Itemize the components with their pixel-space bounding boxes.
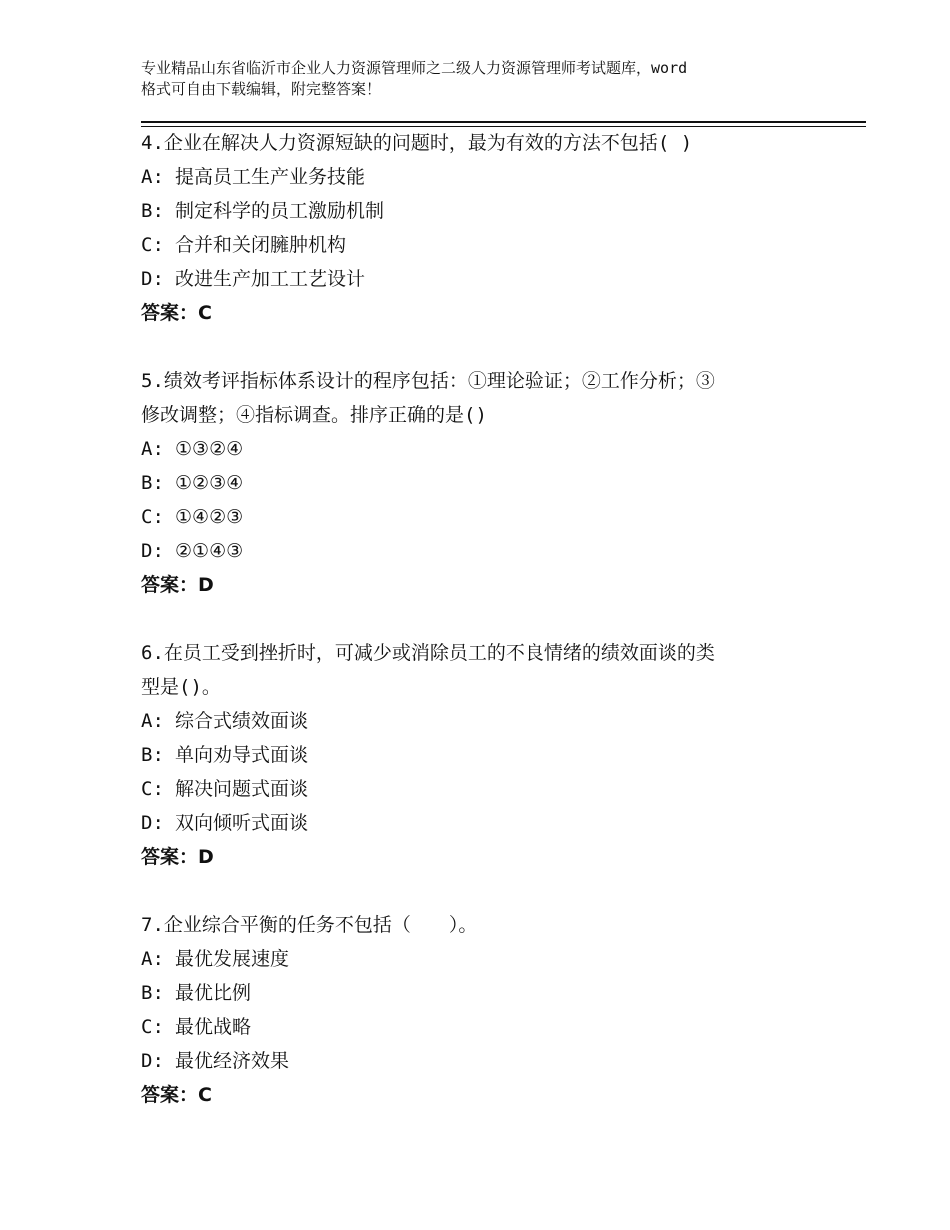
option-a: [141, 942, 821, 976]
option-letter: A:: [141, 166, 164, 188]
option-text: 合并和关闭臃肿机构: [175, 234, 347, 256]
question-6: [141, 636, 821, 874]
option-letter: A:: [141, 710, 164, 732]
option-d: [141, 1044, 821, 1078]
question-text: 7.企业综合平衡的任务不包括（ ）。: [141, 914, 478, 936]
header-divider-thick: [141, 121, 866, 123]
option-letter: B:: [141, 982, 164, 1004]
option-text: 改进生产加工工艺设计: [175, 268, 366, 290]
option-text: 最优战略: [175, 1016, 252, 1038]
option-text: ①②③④: [175, 472, 244, 494]
option-text: ②①④③: [175, 540, 244, 562]
option-letter: B:: [141, 744, 164, 766]
question-list: [141, 126, 821, 1146]
question-5: [141, 364, 821, 602]
question-text: 6.在员工受到挫折时，可减少或消除员工的不良情绪的绩效面谈的类: [141, 642, 715, 664]
question-text-continued: 修改调整；④指标调查。排序正确的是(): [141, 404, 487, 426]
option-text: 单向劝导式面谈: [175, 744, 309, 766]
document-header: [141, 58, 841, 100]
option-letter: B:: [141, 200, 164, 222]
option-letter: C:: [141, 506, 164, 528]
option-a: [141, 432, 821, 466]
option-letter: D:: [141, 812, 164, 834]
option-text: 最优比例: [175, 982, 252, 1004]
option-text: 提高员工生产业务技能: [175, 166, 366, 188]
option-b: [141, 976, 821, 1010]
option-letter: C:: [141, 1016, 164, 1038]
option-b: [141, 466, 821, 500]
option-c: [141, 1010, 821, 1044]
option-letter: D:: [141, 268, 164, 290]
option-b: [141, 738, 821, 772]
option-text: 解决问题式面谈: [175, 778, 309, 800]
option-a: [141, 704, 821, 738]
option-text: 最优发展速度: [175, 948, 290, 970]
option-c: [141, 772, 821, 806]
option-text: 制定科学的员工激励机制: [175, 200, 385, 222]
option-text: ①④②③: [175, 506, 244, 528]
option-d: [141, 534, 821, 568]
option-b: [141, 194, 821, 228]
option-text: ①③②④: [175, 438, 244, 460]
question-7: [141, 908, 821, 1112]
option-letter: C:: [141, 234, 164, 256]
answer-label: 答案：C: [141, 302, 212, 324]
option-letter: A:: [141, 438, 164, 460]
option-c: [141, 500, 821, 534]
option-c: [141, 228, 821, 262]
option-text: 双向倾听式面谈: [175, 812, 309, 834]
question-text-continued: 型是()。: [141, 676, 221, 698]
question-4: [141, 126, 821, 330]
option-letter: A:: [141, 948, 164, 970]
header-line-1: 专业精品山东省临沂市企业人力资源管理师之二级人力资源管理师考试题库，word: [141, 59, 688, 77]
answer-label: 答案：C: [141, 1084, 212, 1106]
option-letter: B:: [141, 472, 164, 494]
option-letter: D:: [141, 1050, 164, 1072]
answer-label: 答案：D: [141, 574, 214, 596]
question-text: 4.企业在解决人力资源短缺的问题时，最为有效的方法不包括( ): [141, 132, 693, 154]
option-text: 最优经济效果: [175, 1050, 290, 1072]
answer-label: 答案：D: [141, 846, 214, 868]
option-text: 综合式绩效面谈: [175, 710, 309, 732]
option-letter: C:: [141, 778, 164, 800]
header-line-2: 格式可自由下载编辑，附完整答案！: [141, 80, 382, 98]
option-letter: D:: [141, 540, 164, 562]
option-d: [141, 806, 821, 840]
option-d: [141, 262, 821, 296]
option-a: [141, 160, 821, 194]
question-text: 5.绩效考评指标体系设计的程序包括：①理论验证；②工作分析；③: [141, 370, 715, 392]
